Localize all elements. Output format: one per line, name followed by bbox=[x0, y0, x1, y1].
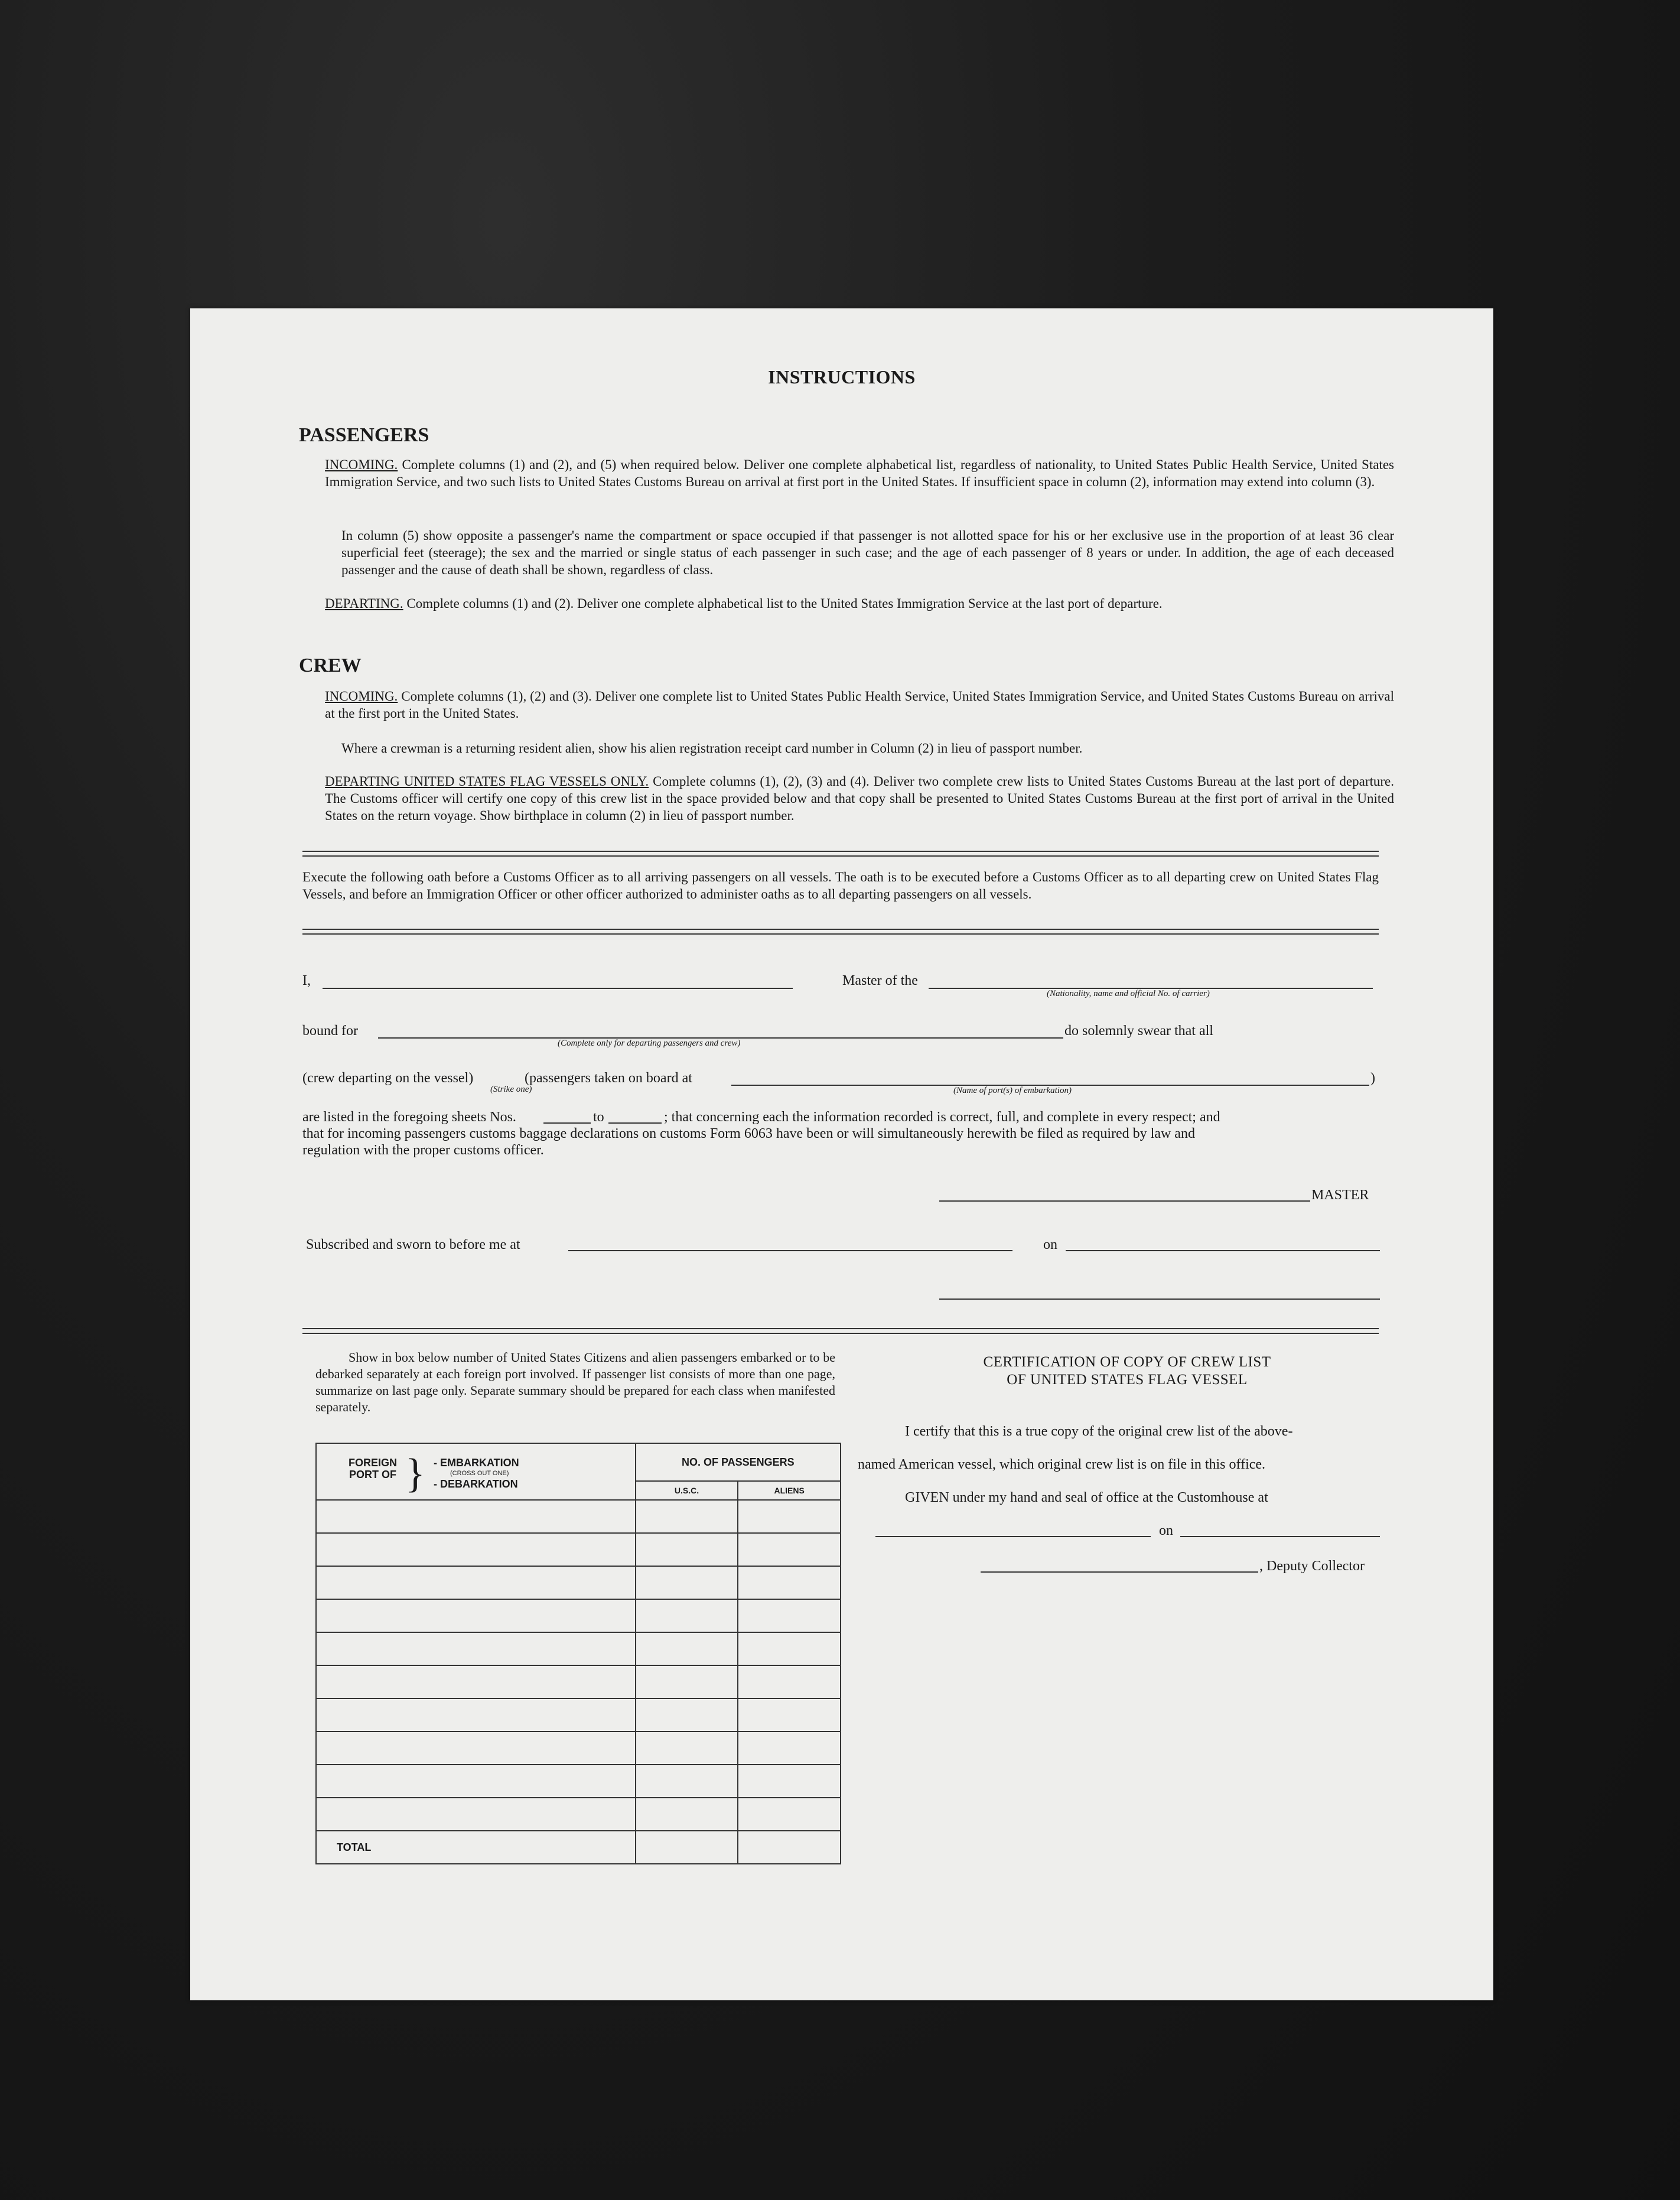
certification-title-2: OF UNITED STATES FLAG VESSEL bbox=[1007, 1372, 1248, 1388]
cross-out-note: (CROSS OUT ONE) bbox=[450, 1470, 509, 1477]
debarkation-option[interactable]: - DEBARKATION bbox=[434, 1478, 518, 1490]
aliens-cell[interactable] bbox=[738, 1599, 841, 1632]
port-cell[interactable] bbox=[316, 1500, 636, 1533]
divider bbox=[302, 1328, 1379, 1334]
usc-cell[interactable] bbox=[636, 1632, 738, 1665]
aliens-header: ALIENS bbox=[738, 1481, 841, 1500]
incoming-label: INCOMING. bbox=[325, 457, 398, 472]
passengers-column5: In column (5) show opposite a passenger's name the compartment or space occupied if that passenger is not allotted space for his or her exclusive use in the proportion of at least 36 clear superficial feet (steerage); the sex and the married or single status of each passenger in such case; and the age of each passenger of 8 years or under. In addition, the age of each deceased passenger and the cause of death shall be shown, regardless of class. bbox=[341, 528, 1394, 577]
port-cell[interactable] bbox=[316, 1798, 636, 1831]
given-line: GIVEN under my hand and seal of office at the Customhouse at bbox=[905, 1490, 1268, 1505]
brace: } bbox=[405, 1451, 425, 1496]
table-row bbox=[316, 1632, 841, 1665]
aliens-cell[interactable] bbox=[738, 1533, 841, 1566]
port-cell[interactable] bbox=[316, 1599, 636, 1632]
ports-note: (Name of port(s) of embarkation) bbox=[953, 1086, 1072, 1095]
sheet-from-field[interactable] bbox=[543, 1122, 591, 1124]
crew-incoming-text: Complete columns (1), (2) and (3). Deliver one complete list to United States Public Health Service, United States Immigration Service, and United States Customs Bureau on arrival at the first port in the United States. bbox=[325, 689, 1394, 721]
strike-one-note: (Strike one) bbox=[490, 1085, 532, 1094]
crew-incoming-label: INCOMING. bbox=[325, 689, 398, 704]
master-label: MASTER bbox=[1311, 1187, 1369, 1203]
form-page bbox=[190, 308, 1493, 2000]
passenger-summary-table bbox=[315, 1443, 841, 1864]
table-row bbox=[316, 1798, 841, 1831]
passengers-departing bbox=[325, 595, 1394, 612]
crew-departing-label: DEPARTING UNITED STATES FLAG VESSELS ONLY. bbox=[325, 774, 649, 789]
crew-resident: Where a crewman is a returning resident alien, show his alien registration receipt card number in Column (2) in lieu of passport number. bbox=[341, 741, 1083, 756]
aliens-cell[interactable] bbox=[738, 1632, 841, 1665]
page-title: INSTRUCTIONS bbox=[768, 366, 916, 388]
aliens-total-cell[interactable] bbox=[738, 1831, 841, 1864]
listed-start: are listed in the foregoing sheets Nos. bbox=[302, 1109, 516, 1125]
aliens-cell[interactable] bbox=[738, 1732, 841, 1765]
departing-only-note: (Complete only for departing passengers and crew) bbox=[558, 1039, 741, 1048]
crew-departing bbox=[325, 773, 1394, 824]
embarkation-option[interactable]: - EMBARKATION bbox=[434, 1457, 519, 1469]
master-of-label: Master of the bbox=[842, 973, 918, 988]
aliens-cell[interactable] bbox=[738, 1566, 841, 1599]
aliens-cell[interactable] bbox=[738, 1765, 841, 1798]
usc-cell[interactable] bbox=[636, 1500, 738, 1533]
usc-cell[interactable] bbox=[636, 1765, 738, 1798]
table-row bbox=[316, 1533, 841, 1566]
incoming-text: Complete columns (1) and (2), and (5) when required below. Deliver one complete alphabetical list, regardless of nationality, to United States Public Health Service, United States Immigration Service, and two such lists to United States Customs Bureau on arrival at first port in the United States. If insufficient space in column (2), information may extend into column (3). bbox=[325, 457, 1394, 489]
sworn-place-field[interactable] bbox=[568, 1250, 1012, 1251]
usc-cell[interactable] bbox=[636, 1798, 738, 1831]
passengers-incoming bbox=[325, 456, 1394, 490]
master-signature-field[interactable] bbox=[939, 1200, 1310, 1202]
usc-cell[interactable] bbox=[636, 1533, 738, 1566]
port-cell[interactable] bbox=[316, 1765, 636, 1798]
crew-departing-option[interactable]: (crew departing on the vessel) bbox=[302, 1070, 474, 1086]
aliens-cell[interactable] bbox=[738, 1665, 841, 1698]
passengers-heading: PASSENGERS bbox=[299, 424, 429, 446]
crew-incoming bbox=[325, 688, 1394, 722]
divider bbox=[302, 929, 1379, 935]
certification-title-1: CERTIFICATION OF COPY OF CREW LIST bbox=[983, 1354, 1271, 1370]
usc-total-cell[interactable] bbox=[636, 1831, 738, 1864]
summary-instruction: Show in box below number of United States Citizens and alien passengers embarked or to be debarked separately at each foreign port involved. If passenger list consists of more than one page, summarize on last page only. Separate summary should be prepared for each class when manifested separately. bbox=[315, 1350, 835, 1414]
listed-line3: regulation with the proper customs officer. bbox=[302, 1143, 544, 1158]
port-header-cell bbox=[316, 1443, 636, 1500]
usc-cell[interactable] bbox=[636, 1698, 738, 1732]
usc-cell[interactable] bbox=[636, 1599, 738, 1632]
close-paren: ) bbox=[1370, 1070, 1375, 1086]
port-cell[interactable] bbox=[316, 1533, 636, 1566]
table-row bbox=[316, 1732, 841, 1765]
listed-line2: that for incoming passengers customs baggage declarations on customs Form 6063 have been or will simultaneously herewith be filed as required by law and bbox=[302, 1126, 1195, 1141]
divider bbox=[302, 851, 1379, 857]
departing-text: Complete columns (1) and (2). Deliver one complete alphabetical list to the United States Immigration Service at the last port of departure. bbox=[406, 596, 1163, 611]
aliens-cell[interactable] bbox=[738, 1798, 841, 1831]
master-name-field[interactable] bbox=[323, 988, 793, 989]
cert-date-field[interactable] bbox=[1180, 1536, 1380, 1537]
port-cell[interactable] bbox=[316, 1632, 636, 1665]
port-cell[interactable] bbox=[316, 1665, 636, 1698]
departing-label: DEPARTING. bbox=[325, 596, 403, 611]
usc-cell[interactable] bbox=[636, 1665, 738, 1698]
sheet-to-field[interactable] bbox=[608, 1122, 662, 1124]
customhouse-field[interactable] bbox=[875, 1536, 1151, 1537]
nationality-note: (Nationality, name and official No. of carrier) bbox=[1047, 989, 1210, 998]
total-row bbox=[316, 1831, 841, 1864]
oath-i-label: I, bbox=[302, 973, 311, 988]
table-row bbox=[316, 1665, 841, 1698]
table-row bbox=[316, 1599, 841, 1632]
port-cell[interactable] bbox=[316, 1698, 636, 1732]
no-of-passengers-header: NO. OF PASSENGERS bbox=[636, 1443, 841, 1481]
foreign-port-of: FOREIGN PORT OF bbox=[348, 1457, 397, 1480]
bound-for-label: bound for bbox=[302, 1023, 358, 1039]
passengers-option[interactable]: (passengers taken on board at bbox=[525, 1070, 692, 1086]
certify-line-2: named American vessel, which original crew list is on file in this office. bbox=[858, 1457, 1266, 1472]
crew-departing-text: Complete columns (1), (2), (3) and (4). Deliver two complete crew lists to United States Customs Bureau at the last port of departure. The Customs officer will certify one copy of this crew list in the space provided below and that copy shall be presented to United States Customs Bureau at the first port of arrival in the United States on the return voyage. Show birthplace in column (2) in lieu of passport number. bbox=[325, 774, 1395, 823]
oath-instruction: Execute the following oath before a Customs Officer as to all arriving passengers on all vessels. The oath is to be executed before a Customs Officer as to all departing crew on United States Flag Vessels, and before an Immigration Officer or other officer authorized to administer oaths as to all departing passengers on all vessels. bbox=[302, 870, 1379, 902]
usc-cell[interactable] bbox=[636, 1566, 738, 1599]
listed-rest: ; that concerning each the information recorded is correct, full, and complete in every respect; and bbox=[664, 1109, 1220, 1125]
subscribed-label: Subscribed and sworn to before me at bbox=[306, 1237, 520, 1252]
to-label: to bbox=[593, 1109, 604, 1125]
total-label: TOTAL bbox=[316, 1831, 636, 1864]
usc-cell[interactable] bbox=[636, 1732, 738, 1765]
table-row bbox=[316, 1698, 841, 1732]
deputy-collector-label: , Deputy Collector bbox=[1259, 1558, 1365, 1574]
usc-header: U.S.C. bbox=[636, 1481, 738, 1500]
aliens-cell[interactable] bbox=[738, 1698, 841, 1732]
crew-heading: CREW bbox=[299, 655, 362, 676]
officer-signature-field[interactable] bbox=[939, 1298, 1380, 1300]
swear-text: do solemnly swear that all bbox=[1064, 1023, 1213, 1039]
port-cell[interactable] bbox=[316, 1732, 636, 1765]
port-cell[interactable] bbox=[316, 1566, 636, 1599]
deputy-signature-field[interactable] bbox=[981, 1571, 1258, 1573]
table-row bbox=[316, 1566, 841, 1599]
aliens-cell[interactable] bbox=[738, 1500, 841, 1533]
sworn-date-field[interactable] bbox=[1066, 1250, 1380, 1251]
on-label: on bbox=[1043, 1237, 1057, 1252]
certify-line-1: I certify that this is a true copy of the original crew list of the above- bbox=[905, 1424, 1293, 1439]
cert-on-label: on bbox=[1159, 1523, 1173, 1538]
table-row bbox=[316, 1500, 841, 1533]
table-row bbox=[316, 1765, 841, 1798]
